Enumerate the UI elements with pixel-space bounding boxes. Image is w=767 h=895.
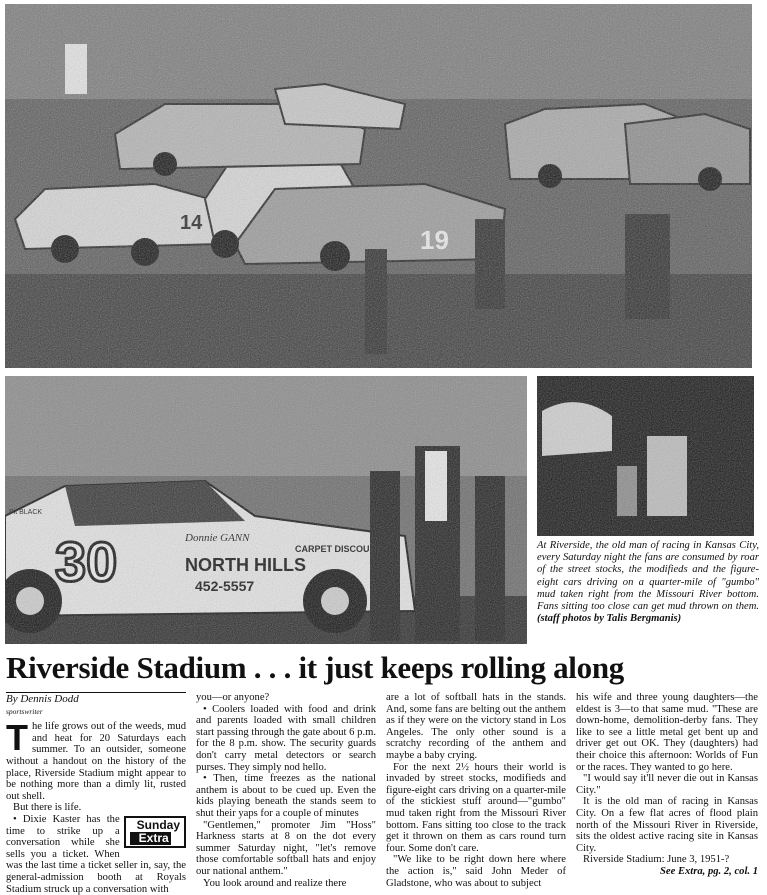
extra-label: Extra bbox=[130, 832, 171, 845]
byline-role: sportswriter bbox=[6, 706, 43, 716]
sunday-label: Sunday bbox=[136, 817, 180, 832]
race-cars-on-track-image bbox=[5, 4, 752, 368]
col2-paragraph-5: You look around and realize there bbox=[203, 877, 347, 889]
photo-credit: (staff photos by Talis Bergmanis) bbox=[537, 613, 682, 625]
col3-paragraph-2: For the next 2½ hours their world is invaded by street stocks, modifieds and figure-eight cars driving on a quarter-mile of the stickiest stuff around—"gumbo" mud taken right from the Missouri River bottom. Fans sitting too close to the track get it thrown on them as cars round turn four. Some don't care. bbox=[386, 761, 566, 854]
col4-paragraph-2: "I would say it'll never die out in Kansas City." bbox=[576, 773, 758, 796]
col4-paragraph-3: It is the old man of racing in Kansas City. On a few flat acres of flood plain north of the Missouri River in Riverside, sits the oldest active racing site in Kansas City. bbox=[576, 796, 758, 854]
mud-spray-image bbox=[537, 376, 754, 536]
see-extra-jump[interactable]: See Extra, pg. 2, col. 1 bbox=[660, 865, 758, 877]
col1-paragraph-3: • Dixie Kaster has the time to strike up a conversation while she sells you a ticket. When was the last time a ticket seller in, say, the general-admission booth at Royals Stadium struck up a conversation with bbox=[6, 813, 186, 895]
col3-paragraph-1: are a lot of softball hats in the stands. And, some fans are belting out the anthem as if they were on the victory stand in Los Angeles. The only other sound is a scratchy recording of the anthem and maybe a baby crying. bbox=[386, 692, 566, 761]
mud-spray-photo bbox=[537, 376, 754, 536]
article-column-3 bbox=[386, 692, 566, 889]
car-30-photo bbox=[5, 376, 527, 644]
col1-paragraph-1: he life grows out of the weeds, mud and heat for 20 Saturdays each summer. To an outsider, someone without a handout on the history of the place, Riverside Stadium might appear to be nothing more than a dimly lit, rusted out shell. bbox=[6, 721, 186, 802]
col2-paragraph-4: "Gentlemen," promoter Jim "Hoss" Harkness starts at 8 on the dot every summer Saturday night, "let's remove those comfortable softball hats and enjoy our national anthem." bbox=[196, 819, 376, 877]
article-column-1 bbox=[6, 692, 186, 895]
headline: Riverside Stadium . . . it just keeps rolling along bbox=[6, 650, 624, 685]
col3-paragraph-3: "We like to be right down here where the action is," said John Meder of Gladstone, who was about to subject bbox=[386, 854, 566, 889]
col2-paragraph-2: • Coolers loaded with food and drink and parents loaded with small children start passing through the gate about 6 p.m. for the 8 p.m. show. The security guards don't carry metal detectors or search purses. They simply nod hello. bbox=[196, 703, 376, 773]
col4-paragraph-4: Riverside Stadium: June 3, 1951-? bbox=[583, 854, 730, 866]
drop-cap: T bbox=[6, 717, 28, 759]
col2-paragraph-1: you—or anyone? bbox=[196, 692, 270, 703]
col2-paragraph-3: • Then, time freezes as the national anthem is about to be cued up. Even the kids playing beneath the stands seem to shut their yaps for a couple of minutes bbox=[196, 773, 376, 819]
byline: By Dennis Dodd bbox=[6, 692, 186, 706]
sunday-extra-box bbox=[124, 816, 186, 848]
article-column-2 bbox=[196, 692, 376, 889]
caption-text: At Riverside, the old man of racing in Kansas City, every Saturday night the fans are consumed by roar of the street stocks, the modifieds and the figure-eight cars driving on a quarter-mile of "gumbo" mud taken right from the Missouri River bottom. Fans sitting too close can get mud thrown on them. bbox=[537, 540, 759, 613]
col4-paragraph-1: his wife and three young daughters—the eldest is 3—to that same mud. "These are down-home, demolition-derby fans. They like to see a little metal get bent up and driver get out OK. They (daughters) had their choice this afternoon: Worlds of Fun or the races. They wanted to go here. bbox=[576, 692, 758, 773]
col1-paragraph-2: But there is life. bbox=[13, 802, 82, 814]
top-race-photo bbox=[5, 4, 752, 368]
photo-caption bbox=[537, 540, 759, 625]
car-30-image bbox=[5, 376, 527, 644]
article-column-4 bbox=[576, 692, 758, 878]
